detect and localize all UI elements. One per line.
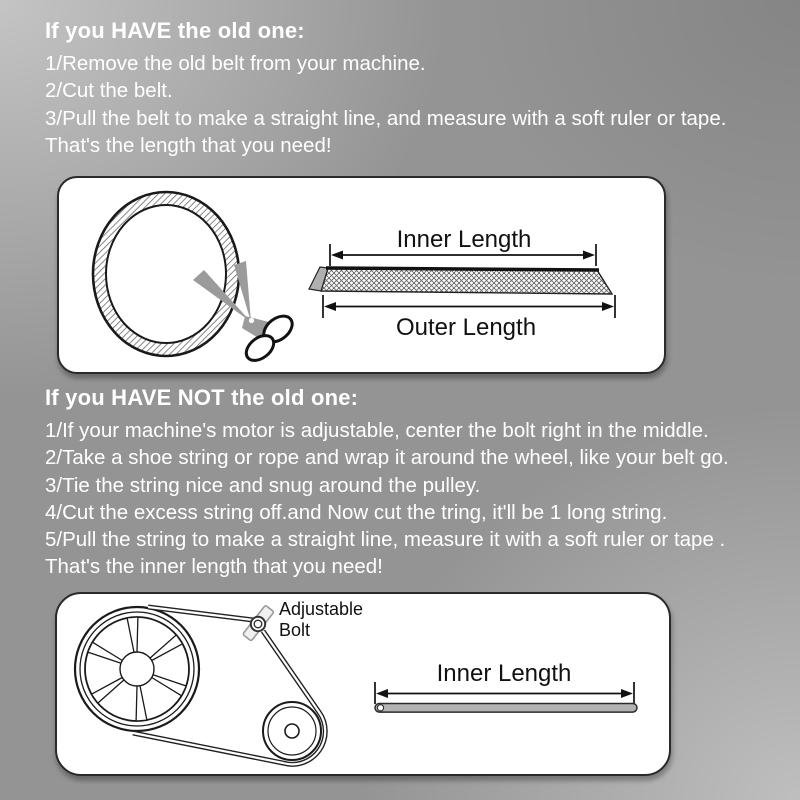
outer-length-label: Outer Length <box>395 314 537 341</box>
instruction-line: 5/Pull the string to make a straight line, measure it with a soft ruler or tape . <box>45 528 726 552</box>
inner-length-arrow <box>375 660 634 704</box>
adjustable-bolt-label-line2: Bolt <box>279 620 311 640</box>
have-old-belt-section <box>45 17 726 159</box>
string-measure-panel <box>55 592 671 776</box>
outer-length-arrow <box>323 295 615 341</box>
adjustable-bolt-label-line1: Adjustable <box>279 599 364 619</box>
instruction-line: 4/Cut the excess string off.and Now cut the tring, it'll be 1 long string. <box>45 500 668 524</box>
instruction-line: 1/If your machine's motor is adjustable, center the bolt right in the middle. <box>45 419 709 442</box>
wheel-pulley-diagram <box>57 594 669 774</box>
instruction-line: 1/Remove the old belt from your machine. <box>45 52 426 75</box>
have-old-belt-heading: If you HAVE the old one: <box>45 18 305 43</box>
adjustable-bolt-icon <box>243 605 274 641</box>
old-belt-diagram <box>59 178 664 372</box>
instruction-line: That's the inner length that you need! <box>45 555 383 579</box>
old-belt-measure-panel <box>57 176 666 374</box>
instruction-line: 2/Take a shoe string or rope and wrap it around the wheel, like your belt go. <box>45 446 729 470</box>
instruction-line: 3/Tie the string nice and snug around the pulley. <box>45 473 481 497</box>
have-not-old-belt-section <box>45 384 729 581</box>
belt-ring-illustration <box>93 192 239 356</box>
inner-length-arrow <box>330 226 596 266</box>
instruction-line: That's the length that you need! <box>45 133 332 157</box>
instruction-line: 2/Cut the belt. <box>45 79 173 103</box>
instruction-line: 3/Pull the belt to make a straight line, and measure with a soft ruler or tape. <box>45 106 727 130</box>
string-rod-illustration <box>375 704 637 713</box>
belt-strip-illustration <box>309 267 612 294</box>
inner-length-label: Inner Length <box>436 660 572 687</box>
have-not-old-belt-heading: If you HAVE NOT the old one: <box>45 385 359 410</box>
scissors-icon <box>193 261 297 365</box>
inner-length-label: Inner Length <box>396 226 532 253</box>
